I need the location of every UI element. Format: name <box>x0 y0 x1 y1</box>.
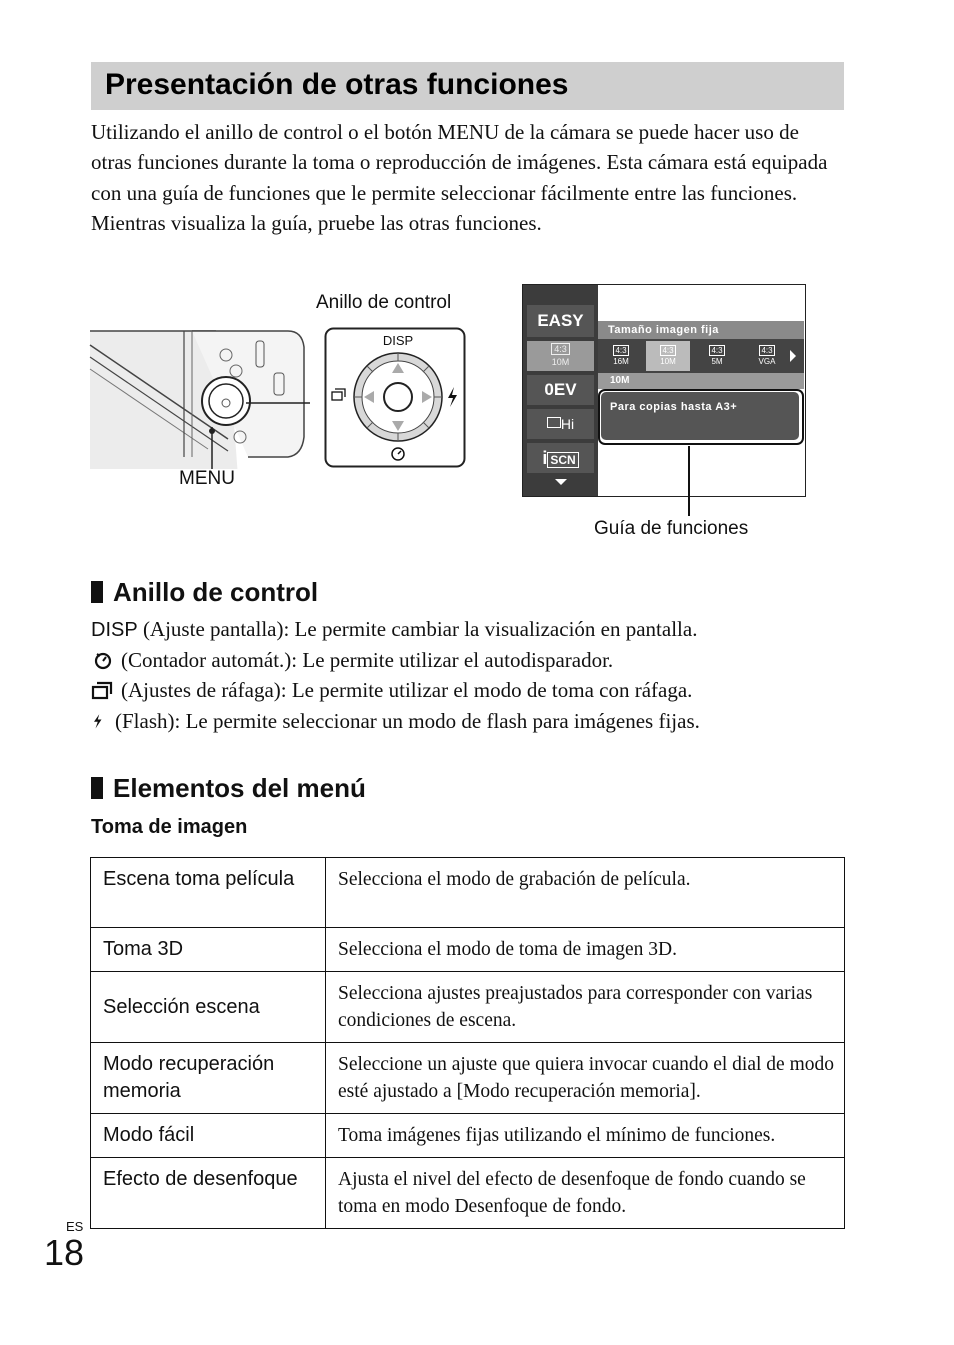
item-description: Selecciona ajustes preajustados para corresponder con varias condiciones de escena. <box>326 972 845 1043</box>
screen-option-ratio: 4:3 <box>761 346 773 355</box>
self-timer-icon <box>91 650 115 670</box>
table-row <box>91 972 845 1043</box>
screen-option-label: 5M <box>711 357 723 366</box>
table-row <box>91 1043 845 1114</box>
item-name: Modo fácil <box>91 1114 326 1158</box>
section-marker-icon <box>91 581 106 603</box>
screen-option <box>704 345 730 367</box>
feature-text: (Contador automát.): Le permite utilizar el autodisparador. <box>121 648 614 672</box>
menu-items-table <box>90 857 845 1229</box>
camera-back-illustration <box>88 327 310 469</box>
screen-ev: 0EV <box>527 375 594 405</box>
screen-title-bar: Tamaño imagen fija <box>598 321 804 339</box>
subheading-shooting: Toma de imagen <box>91 816 248 838</box>
screen-right-arrow-icon <box>790 350 796 362</box>
screen-option-ratio: 4:3 <box>615 346 627 355</box>
flash-icon <box>91 711 109 731</box>
screen-burst-item <box>527 409 594 439</box>
item-description: Selecciona el modo de grabación de película. <box>326 858 845 928</box>
section-heading-text: Anillo de control <box>113 577 319 607</box>
dial-disp-label: DISP <box>382 333 414 348</box>
feature-line-self-timer <box>91 648 613 673</box>
screen-ratio-left: 4:3 <box>551 343 570 355</box>
screen-option <box>754 345 780 367</box>
table-row <box>91 928 845 972</box>
label-control-ring: Anillo de control <box>316 292 452 313</box>
label-menu: MENU <box>179 468 235 489</box>
disp-label: DISP <box>91 619 138 641</box>
screen-size-item <box>527 341 594 371</box>
screen-burst-icon <box>547 417 561 428</box>
screen-down-arrow-icon <box>555 479 567 485</box>
feature-line-burst <box>91 678 692 703</box>
item-name: Toma 3D <box>91 928 326 972</box>
table-row <box>91 1158 845 1229</box>
screen-i-icon: i <box>542 448 548 468</box>
feature-line-flash <box>91 709 700 734</box>
feature-text: (Ajuste pantalla): Le permite cambiar la visualización en pantalla. <box>142 617 698 641</box>
section-heading-menu-items <box>91 773 366 804</box>
language-code: ES <box>66 1219 84 1234</box>
screen-option-label: VGA <box>758 357 776 366</box>
table-row <box>91 858 845 928</box>
page-title: Presentación de otras funciones <box>105 68 569 101</box>
function-guide-inner <box>601 392 799 440</box>
section-heading-control-ring <box>91 577 318 608</box>
section-marker-icon <box>91 777 106 799</box>
function-guide-text: Para copias hasta A3+ <box>610 401 738 413</box>
item-description: Toma imágenes fijas utilizando el mínimo de funciones. <box>326 1114 845 1158</box>
intro-paragraph: Utilizando el anillo de control o el botón MENU de la cámara se puede hacer uso de otras funciones durante la toma o reproducción de imágenes. Esta cámara está equipada con una guía de funciones que le permite seleccionar fácilmente entre las funciones. Mientras visualiza la guía, pruebe las otras funciones. <box>91 120 828 236</box>
screen-easy: EASY <box>527 305 594 337</box>
screen-option <box>608 345 634 367</box>
item-name: Efecto de desenfoque <box>91 1158 326 1229</box>
screen-selected-size: 10M <box>598 373 804 389</box>
feature-text: (Flash): Le permite seleccionar un modo de flash para imágenes fijas. <box>115 709 700 733</box>
title-bar <box>91 62 844 110</box>
screen-option-ratio: 4:3 <box>662 346 674 355</box>
function-guide-box <box>598 389 804 447</box>
item-name: Modo recuperación memoria <box>91 1043 326 1114</box>
item-name: Selección escena <box>91 972 326 1043</box>
control-ring-dial <box>324 327 468 469</box>
feature-text: (Ajustes de ráfaga): Le permite utilizar el modo de toma con ráfaga. <box>121 678 693 702</box>
screen-option-ratio: 4:3 <box>711 346 723 355</box>
screen-hi: Hi <box>560 416 575 432</box>
burst-icon <box>91 680 115 700</box>
item-description: Ajusta el nivel del efecto de desenfoque de fondo cuando se toma en modo Desenfoque de fondo. <box>326 1158 845 1229</box>
screen-option-label: 10M <box>660 357 676 366</box>
label-function-guide: Guía de funciones <box>594 518 749 539</box>
item-name: Escena toma película <box>91 858 326 928</box>
screen-scn: SCN <box>547 452 578 468</box>
feature-line-disp <box>91 617 697 642</box>
section-heading-text: Elementos del menú <box>113 773 366 803</box>
screen-option-label: 16M <box>613 357 629 366</box>
item-description: Selecciona el modo de toma de imagen 3D. <box>326 928 845 972</box>
table-row <box>91 1114 845 1158</box>
screen-option-selected <box>646 341 690 371</box>
screen-scn-item <box>527 443 594 473</box>
camera-screen <box>522 284 806 497</box>
guide-callout-line <box>684 446 694 516</box>
screen-size-left: 10M <box>551 357 570 367</box>
item-description: Seleccione un ajuste que quiera invocar cuando el dial de modo esté ajustado a [Modo recuperación memoria]. <box>326 1043 845 1114</box>
page-number: 18 <box>44 1232 85 1273</box>
camera-figure <box>88 283 808 548</box>
screen-options-row <box>598 339 804 373</box>
